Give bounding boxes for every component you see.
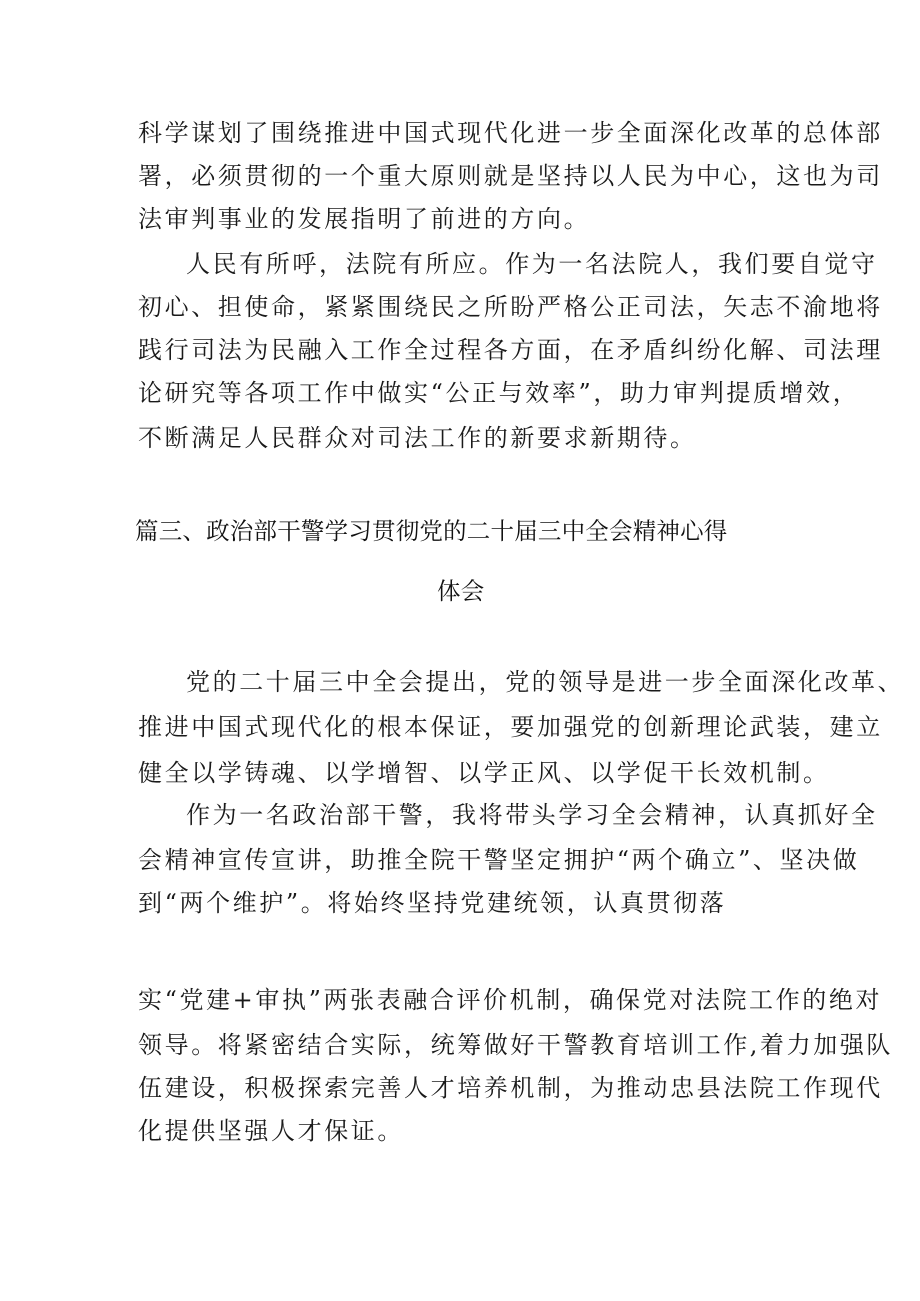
paragraph-line: 践行司法为民融入工作全过程各方面，在矛盾纠纷化解、司法理	[138, 336, 883, 364]
paragraph-line: 党的二十届三中全会提出，党的领导是进一步全面深化改革、	[186, 668, 905, 696]
paragraph-line: 署，必须贯彻的一个重大原则就是坚持以人民为中心，这也为司	[138, 162, 883, 190]
paragraph-line: 会精神宣传宣讲，助推全院干警坚定拥护“两个确立”、坚决做	[138, 846, 860, 874]
paragraph-line: 初心、担使命，紧紧围绕民之所盼严格公正司法，矢志不渝地将	[138, 293, 883, 321]
paragraph-line: 化提供坚强人才保证。	[138, 1117, 404, 1145]
paragraph-line: 人民有所呼，法院有所应。作为一名法院人，我们要自觉守	[186, 250, 878, 278]
section-heading-continuation: 体会	[437, 577, 485, 605]
paragraph-line: 到“两个维护”。将始终坚持党建统领，认真贯彻落	[138, 889, 727, 917]
paragraph-line: 科学谋划了围绕推进中国式现代化进一步全面深化改革的总体部	[138, 119, 883, 147]
paragraph-line: 作为一名政治部干警，我将带头学习全会精神，认真抓好全	[186, 801, 878, 829]
paragraph-line: 不断满足人民群众对司法工作的新要求新期待。	[138, 424, 697, 452]
paragraph-line: 领导。将紧密结合实际，统筹做好干警教育培训工作,着力加强队	[138, 1031, 894, 1059]
section-heading: 篇三、政治部干警学习贯彻党的二十届三中全会精神心得	[135, 517, 728, 545]
paragraph-line: 健全以学铸魂、以学增智、以学正风、以学促干长效机制。	[138, 759, 830, 787]
paragraph-line: 论研究等各项工作中做实“公正与效率”，助力审判提质增效，	[138, 379, 860, 407]
paragraph-line: 伍建设，积极探索完善人才培养机制，为推动忠县法院工作现代	[138, 1074, 883, 1102]
paragraph-line: 推进中国式现代化的根本保证，要加强党的创新理论武装，建立	[138, 713, 883, 741]
paragraph-line: 实“党建+审执”两张表融合评价机制，确保党对法院工作的绝对	[138, 986, 883, 1014]
paragraph-line: 法审判事业的发展指明了前进的方向。	[138, 205, 591, 233]
